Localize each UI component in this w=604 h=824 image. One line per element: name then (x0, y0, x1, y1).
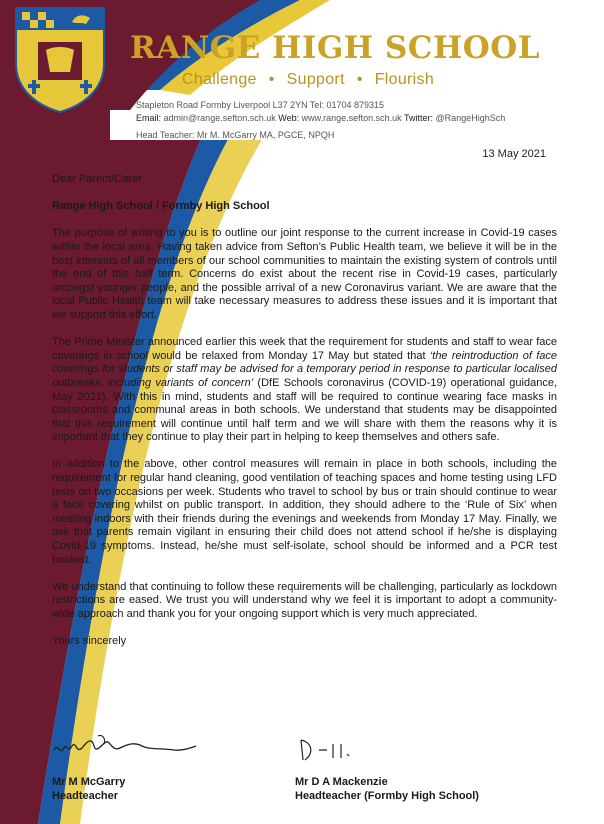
school-address: Stapleton Road Formby Liverpool L37 2YN Tel: 01704 879315 (136, 100, 385, 110)
email-label: Email: (136, 113, 162, 123)
twitter-link[interactable]: @RangeHighSch (435, 113, 506, 123)
signatory-left (52, 775, 125, 803)
paragraph-2-rest: (DfE Schools coronavirus (COVID-19) operational guidance, May 2021). With this in mind, students and staff will be required to continue wearing face masks in classrooms and communal areas in both schools. We understand that students may be disappointed that this requirement will continue until half term and we will share with them the reasons why it is important that they continue to play their part in helping to keep themselves and others safe. (52, 376, 557, 444)
web-label: Web: (278, 113, 300, 123)
guidance-quote: ‘the reintroduction of face coverings for students or staff may be advised for a temporary period in response to particular localised outbreaks, including variants of concern’ (52, 349, 557, 389)
school-motto (182, 71, 434, 89)
school-name: RANGE HIGH SCHOOL (130, 30, 541, 66)
paragraph-2-intro: The Prime Minister announced earlier this week that the requirement for students and staff to wear face coverings in school would be relaxed from Monday 17 May but stated that (52, 336, 557, 362)
salutation: Dear Parent/Carer (52, 173, 142, 185)
paragraph-3: In addition to the above, other control measures will remain in place in both schools, including the requirement for regular hand cleaning, good ventilation of teaching spaces and home testing using LFD tests on two occasions per week. Students who travel to school by bus or train should continue to wear a face covering whilst on public transport. In addition, they should adhere to the ‘Rule of Six’ when meeting indoors with their friends during the evenings and weekends from Monday 17 May. Finally, we ask that parents remain vigilant in ensuring their child does not attend school if he/she is displaying Covid-19 symptoms. Instead, he/she must self-isolate, school should be informed and a PCR test booked. (52, 458, 557, 566)
signature-mackenzie (297, 736, 377, 764)
contact-line (136, 112, 505, 125)
closing: Yours sincerely (52, 635, 127, 648)
motto-support: Support (286, 71, 345, 88)
motto-flourish: Flourish (374, 71, 435, 88)
twitter-label: Twitter: (404, 113, 434, 123)
paragraph-4: We understand that continuing to follow these requirements will be challenging, particularly as lockdown restrictions are eased. We trust you will understand why we feel it is important to adopt a community-wide approach and thank you for your ongoing support which is very much appreciated. (52, 580, 557, 620)
letter-date: 13 May 2021 (482, 148, 546, 160)
email-link[interactable]: admin@range.sefton.sch.uk (163, 113, 276, 123)
signatory-title: Headteacher (52, 790, 119, 802)
bullet-icon: • (356, 71, 363, 88)
paragraph-1: The purpose of writing to you is to outline our joint response to the current increase in Covid-19 cases within the local area. Having taken advice from Sefton’s Public Health team, we believe it will be in the best interests of all members of our school communities to maintain the existing system of controls until the end of this half term. Concerns do exist about the recent rise in Covid-19 cases, particularly amongst younger people, and the possible arrival of a new Coronavirus variant. We are aware that the local Public Health team will take necessary measures to address these issues and it is important that we support this effort. (52, 227, 557, 321)
web-link[interactable]: www.range.sefton.sch.uk (301, 113, 402, 123)
letter-body (52, 173, 557, 662)
signature-mcgarry (50, 728, 200, 764)
bullet-icon: • (268, 71, 275, 88)
school-crest-icon (10, 2, 110, 114)
signatory-title: Headteacher (Formby High School) (295, 790, 479, 802)
signatory-name: Mr M McGarry (52, 776, 126, 788)
paragraph-2 (52, 336, 557, 445)
contact-block (136, 99, 505, 142)
signatory-right (295, 775, 479, 803)
signatory-name: Mr D A Mackenzie (295, 776, 388, 788)
head-teacher-line: Head Teacher: Mr M. McGarry MA, PGCE, NPQH (136, 130, 335, 140)
letter-subject: Range High School / Formby High School (52, 200, 270, 213)
motto-challenge: Challenge (182, 71, 257, 88)
